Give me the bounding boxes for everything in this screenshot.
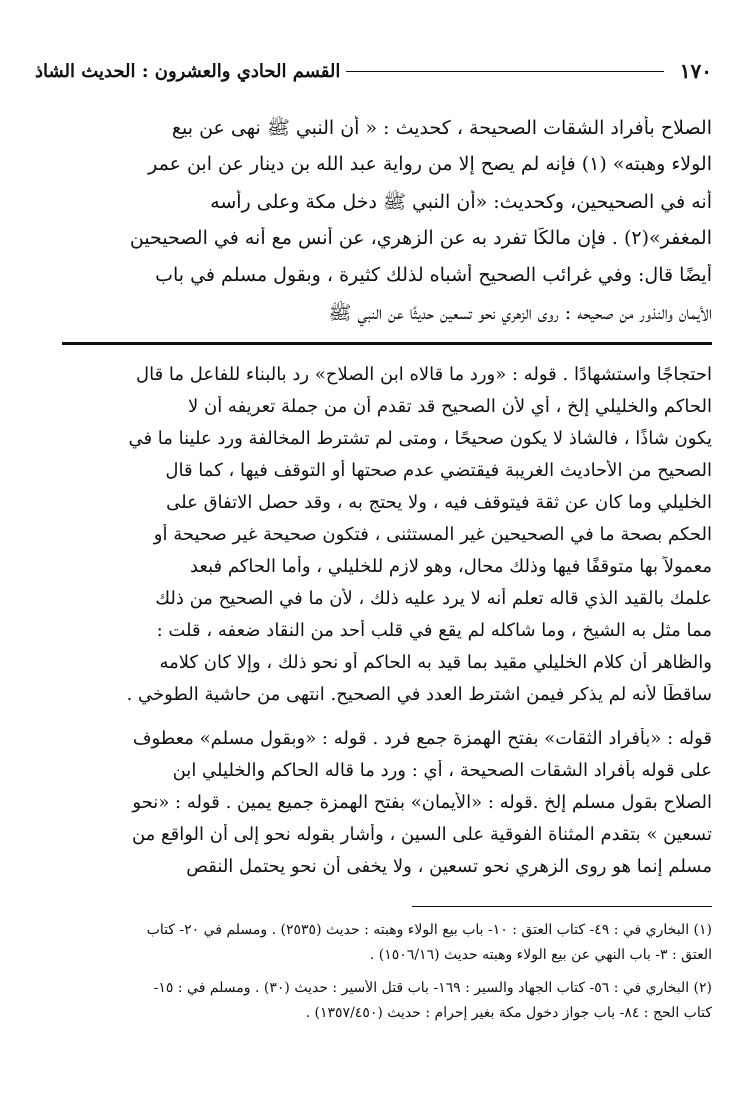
commentary-line: تسعين » بتقدم المثناة الفوقية على السين ، وأشار بقوله نحو إلى أن الواقع من [131, 824, 712, 845]
main-text-line: الأيمان والنذور من صحيحه : روى الزهري نحو تسعين حديثًا عن النبي ﷺ [328, 302, 712, 324]
commentary-line: والظاهر أن كلام الخليلي مقيد بما قيد به الحاكم أو نحو ذلك ، وإلا كان كلامه [159, 652, 712, 673]
main-text-line: أنه في الصحيحين، وكحديث: «أن النبي ﷺ دخل مكة وعلى رأسه [210, 191, 712, 213]
footnote-line: العتق : ٣- باب النهي عن بيع الولاء وهبته حديث (١٥٠٦/١٦) . [369, 947, 712, 963]
commentary-line: الصحيح من الأحاديث الغريبة فيقتضي عدم صحتها أو التوقف فيها ، كما قال [165, 460, 712, 481]
page-number: ١٧٠ [679, 59, 712, 83]
commentary-line: مسلم إنما هو روى الزهري نحو تسعين ، ولا يخفى أن نحو يحتمل النقص [186, 856, 712, 877]
chapter-title: القسم الحادي والعشرون : الحديث الشاذ [35, 60, 341, 82]
commentary-line: الحكم بصحة ما في الصحيحين غير المستثنى ، فتكون صحيحة غير صحيحة أو [153, 524, 712, 545]
main-text-line: المغفر»(٢) . فإن مالكًا تفرد به عن الزهري، عن أنس مع أنه في الصحيحين [129, 227, 712, 249]
footnote-line: (٢) البخاري في : ٥٦- كتاب الجهاد والسير : ١٦٩- باب قتل الأسير : حديث (٣٠) . ومسلم في : ١٥- [153, 980, 712, 996]
commentary-line: معمولاً بها متوقفًا فيها وذلك محال، وهو لازم للخليلي ، وأما الحاكم فبعد [189, 556, 712, 577]
main-text-line: الصلاح بأفراد الشقات الصحيحة ، كحديث : « أن النبي ﷺ نهى عن بيع [171, 117, 712, 139]
footnote-rule [412, 906, 712, 907]
main-text-line: الولاء وهبته» (١) فإنه لم يصح إلا من رواية عبد الله بن دينار عن ابن عمر [148, 153, 712, 175]
footnote-line: كتاب الحج : ٨٤- باب جواز دخول مكة بغير إحرام : حديث (١٣٥٧/٤٥٠) . [305, 1005, 712, 1021]
running-header [35, 58, 712, 84]
commentary-line: الخليلي وما كان عن ثقة فيتوقف فيه ، ولا يحتج به ، وقد حصل الاتفاق على [166, 492, 712, 513]
commentary-line: الصلاح بقول مسلم إلخ .قوله : «الأيمان» بفتح الهمزة جميع يمين . قوله : «نحو [132, 792, 712, 813]
commentary-line: علمك بالقيد الذي قاله تعلم أنه لا يرد عليه ذلك ، لأن ما في الصحيح من ذلك [155, 588, 712, 609]
commentary-line: مما مثل به الشيخ ، وما شاكله لم يقع في قلب أحد من النقاد ضعفه ، قلت : [156, 620, 712, 641]
commentary-line: الحاكم والخليلي إلخ ، أي لأن الصحيح قد تقدم أن من جملة تعريفه أن لا [188, 396, 712, 417]
commentary-line: يكون شاذًا ، فالشاذ لا يكون صحيحًا ، ومتى لم تشترط المخالفة ورد علينا ما في [128, 428, 712, 449]
main-text-line: أيضًا قال: وفي غرائب الصحيح أشباه لذلك كثيرة ، وبقول مسلم في باب [155, 264, 712, 286]
commentary-line: احتجاجًا واستشهادًا . قوله : «ورد ما قالاه ابن الصلاح» رد بالبناء للفاعل ما قال [136, 364, 712, 385]
footnote-line: (١) البخاري في : ٤٩- كتاب العتق : ١٠- باب بيع الولاء وهبته : حديث (٢٥٣٥) . ومسلم في ٢٠- كتاب [146, 922, 712, 938]
commentary-line: على قوله بأفراد الشقات الصحيحة ، أي : ورد ما قاله الحاكم والخليلي ابن [172, 760, 712, 781]
commentary-line: ساقطًا لأنه لم يذكر فيمن اشترط العدد في الصحيح. انتهى من حاشية الطوخي . [126, 684, 712, 705]
commentary-line: قوله : «بأفراد الثقات» بفتح الهمزة جمع فرد . قوله : «وبقول مسلم» معطوف [132, 728, 712, 749]
commentary-divider [62, 342, 712, 345]
header-rule [346, 71, 663, 72]
